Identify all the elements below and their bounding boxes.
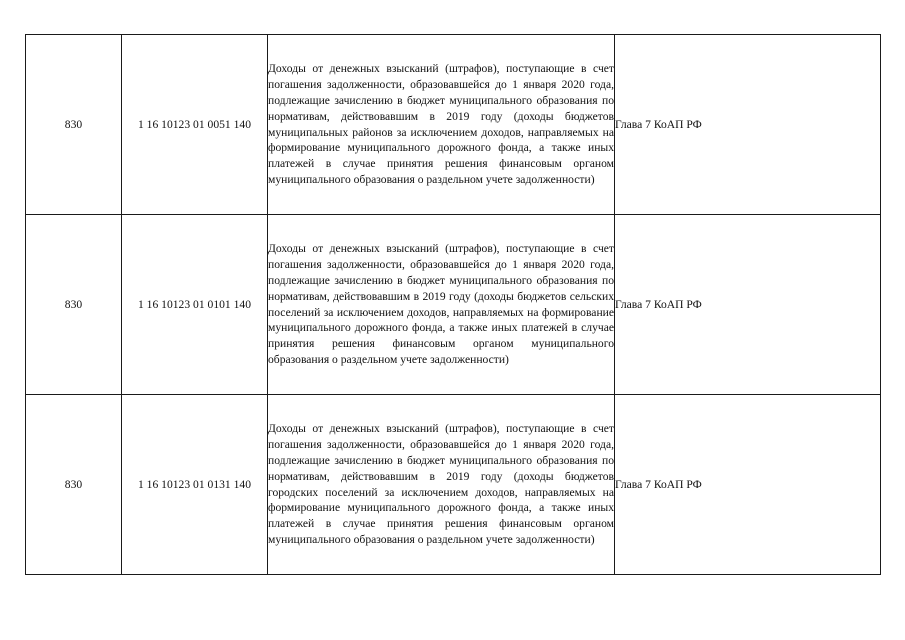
admin-code-cell: 830 <box>26 215 122 395</box>
revenue-codes-table <box>25 34 881 575</box>
table-row <box>26 215 881 395</box>
table-row <box>26 395 881 575</box>
admin-code-cell: 830 <box>26 395 122 575</box>
legal-basis-cell: Глава 7 КоАП РФ <box>615 215 881 395</box>
revenue-description-cell: Доходы от денежных взысканий (штрафов), поступающие в счет погашения задолженности, образовавшейся до 1 января 2020 года, подлежащие зачислению в бюджет муниципального образования по нормативам, действовавшим в 2019 году (доходы бюджетов городских поселений за исключением доходов, направляемых на формирование муниципального дорожного фонда, а также иных платежей в случае принятия решения финансовым органом муниципального образования о раздельном учете задолженности) <box>268 395 615 575</box>
table-row <box>26 35 881 215</box>
budget-code-cell: 1 16 10123 01 0131 140 <box>122 395 268 575</box>
budget-code-cell: 1 16 10123 01 0051 140 <box>122 35 268 215</box>
legal-basis-cell: Глава 7 КоАП РФ <box>615 395 881 575</box>
revenue-description-cell: Доходы от денежных взысканий (штрафов), поступающие в счет погашения задолженности, образовавшейся до 1 января 2020 года, подлежащие зачислению в бюджет муниципального образования по нормативам, действовавшим в 2019 году (доходы бюджетов сельских поселений за исключением доходов, направляемых на формирование муниципального дорожного фонда, а также иных платежей в случае принятия решения финансовым органом муниципального образования о раздельном учете задолженности) <box>268 215 615 395</box>
legal-basis-cell: Глава 7 КоАП РФ <box>615 35 881 215</box>
budget-code-cell: 1 16 10123 01 0101 140 <box>122 215 268 395</box>
admin-code-cell: 830 <box>26 35 122 215</box>
revenue-description-cell: Доходы от денежных взысканий (штрафов), поступающие в счет погашения задолженности, образовавшейся до 1 января 2020 года, подлежащие зачислению в бюджет муниципального образования по нормативам, действовавшим в 2019 году (доходы бюджетов муниципальных районов за исключением доходов, направляемых на формирование муниципального дорожного фонда, а также иных платежей в случае принятия решения финансовым органом муниципального образования о раздельном учете задолженности) <box>268 35 615 215</box>
